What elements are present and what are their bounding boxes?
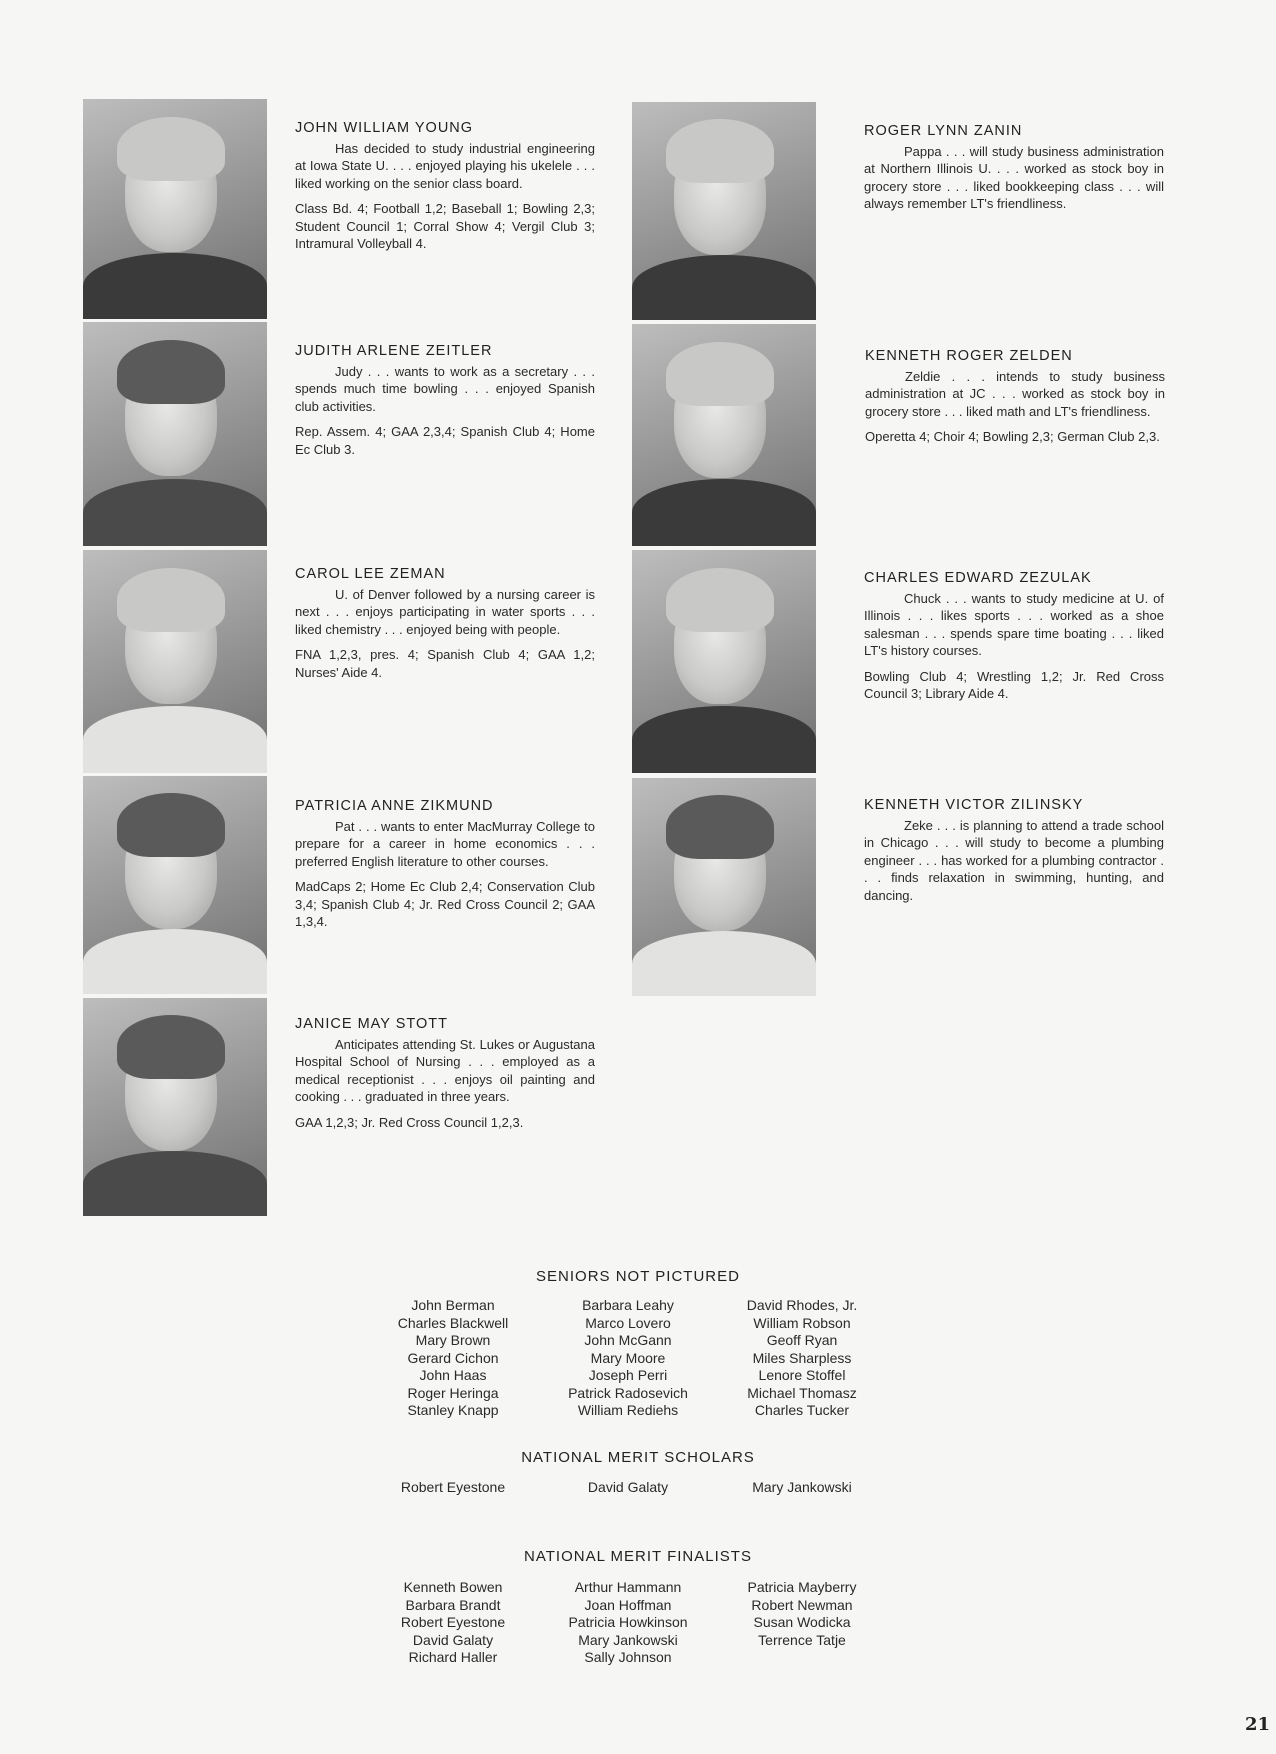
student-name: JANICE MAY STOTT — [295, 1016, 448, 1032]
list-item: Charles Tucker — [754, 1402, 850, 1418]
list-item: Robert Newman — [751, 1596, 853, 1613]
list-item: Geoff Ryan — [766, 1332, 838, 1348]
list-item: Barbara Leahy — [582, 1297, 674, 1313]
name-column — [707, 1297, 897, 1420]
student-description: U. of Denver followed by a nursing career is next . . . enjoys participating in water sports . . . liked chemistry . . . enjoyed being with people. — [295, 586, 595, 637]
portrait-photo — [83, 998, 267, 1216]
student-name: CHARLES EDWARD ZEZULAK — [864, 570, 1092, 586]
list-item: John Haas — [419, 1367, 487, 1383]
student-name: CAROL LEE ZEMAN — [295, 566, 446, 582]
portrait-photo — [83, 776, 267, 994]
student-description: Zeldie . . . intends to study business administration at JC . . . worked as stock boy in grocery store . . . liked math and LT's friendliness. — [865, 368, 1165, 419]
name-column — [358, 1579, 548, 1667]
student-name: JUDITH ARLENE ZEITLER — [295, 343, 493, 359]
student-entry — [865, 348, 1165, 446]
student-activities: Operetta 4; Choir 4; Bowling 2,3; German Club 2,3. — [865, 429, 1160, 444]
student-description: Has decided to study industrial engineering at Iowa State U. . . . enjoyed playing his ukelele . . . liked working on the senior class board. — [295, 140, 595, 191]
list-item: William Robson — [753, 1314, 851, 1331]
list-item: Roger Heringa — [407, 1384, 499, 1401]
page-number: 21 — [1244, 1714, 1270, 1735]
name-column — [707, 1479, 897, 1497]
list-item: Barbara Brandt — [405, 1596, 501, 1613]
student-activities: Class Bd. 4; Football 1,2; Baseball 1; Bowling 2,3; Student Council 1; Corral Show 4; Vergil Club 3; Intramural Volleyball 4. — [295, 201, 595, 251]
student-description: Chuck . . . wants to study medicine at U. of Illinois . . . likes sports . . . worked as a shoe salesman . . . spends spare time boating . . . liked LT's history courses. — [864, 590, 1164, 658]
portrait-photo — [632, 102, 816, 320]
student-description: Pappa . . . will study business administration at Northern Illinois U. . . . worked as stock boy in grocery store . . . liked bookkeeping class . . . will always remember LT's friendliness. — [864, 143, 1164, 211]
portrait-photo — [632, 550, 816, 773]
student-entry — [295, 343, 595, 458]
student-name: KENNETH VICTOR ZILINSKY — [864, 797, 1084, 813]
list-item: Arthur Hammann — [574, 1579, 682, 1595]
list-item: Charles Blackwell — [397, 1314, 509, 1331]
student-entry — [295, 798, 595, 931]
student-description: Anticipates attending St. Lukes or Augustana Hospital School of Nursing . . . employed as a medical receptionist . . . enjoys oil painting and cooking . . . graduated in three years. — [295, 1036, 595, 1104]
student-activities: Bowling Club 4; Wrestling 1,2; Jr. Red Cross Council 3; Library Aide 4. — [864, 668, 1164, 701]
list-item: Patricia Mayberry — [747, 1579, 857, 1595]
student-name: JOHN WILLIAM YOUNG — [295, 120, 474, 136]
list-item: Joan Hoffman — [584, 1596, 672, 1613]
portrait-photo — [83, 99, 267, 319]
student-entry — [295, 566, 595, 681]
portrait-photo — [83, 322, 267, 546]
list-item: Marco Lovero — [585, 1314, 671, 1331]
list-item: Kenneth Bowen — [403, 1579, 503, 1595]
name-column — [533, 1479, 723, 1497]
merit-scholars-title: NATIONAL MERIT SCHOLARS — [521, 1449, 755, 1466]
list-item: Richard Haller — [408, 1649, 498, 1665]
student-name: KENNETH ROGER ZELDEN — [865, 348, 1073, 364]
student-name: PATRICIA ANNE ZIKMUND — [295, 798, 494, 814]
student-activities: GAA 1,2,3; Jr. Red Cross Council 1,2,3. — [295, 1114, 524, 1130]
list-item: Joseph Perri — [588, 1367, 668, 1383]
list-item: John Berman — [411, 1297, 495, 1313]
list-item: William Rediehs — [577, 1402, 679, 1418]
seniors-not-pictured-title: SENIORS NOT PICTURED — [536, 1268, 740, 1285]
name-column — [707, 1579, 897, 1649]
list-item: Robert Eyestone — [400, 1614, 506, 1630]
list-item: Miles Sharpless — [752, 1349, 852, 1366]
list-item: Stanley Knapp — [407, 1402, 499, 1418]
student-description: Pat . . . wants to enter MacMurray College to prepare for a career in home economics . . . preferred English literature to other courses. — [295, 818, 595, 869]
student-entry — [864, 123, 1164, 221]
list-item: Mary Moore — [590, 1349, 666, 1366]
portrait-photo — [632, 778, 816, 996]
student-activities: MadCaps 2; Home Ec Club 2,4; Conservation Club 3,4; Spanish Club 4; Jr. Red Cross Council 2; GAA 1,3,4. — [295, 879, 595, 929]
list-item: Susan Wodicka — [753, 1614, 851, 1630]
list-item: Robert Eyestone — [400, 1479, 506, 1495]
student-activities: Rep. Assem. 4; GAA 2,3,4; Spanish Club 4; Home Ec Club 3. — [295, 424, 595, 457]
student-activities: FNA 1,2,3, pres. 4; Spanish Club 4; GAA 1,2; Nurses' Aide 4. — [295, 647, 595, 680]
list-item: Sally Johnson — [584, 1649, 672, 1665]
list-item: David Galaty — [587, 1479, 669, 1495]
name-column — [533, 1297, 723, 1420]
name-column — [533, 1579, 723, 1667]
student-entry — [295, 1016, 595, 1131]
list-item: Patrick Radosevich — [568, 1384, 688, 1401]
list-item: Lenore Stoffel — [758, 1367, 846, 1383]
list-item: Mary Brown — [415, 1332, 491, 1348]
list-item: Mary Jankowski — [578, 1631, 678, 1648]
list-item: David Rhodes, Jr. — [746, 1297, 858, 1313]
list-item: John McGann — [584, 1332, 672, 1348]
student-entry — [864, 797, 1164, 912]
name-column — [358, 1479, 548, 1497]
student-entry — [864, 570, 1164, 703]
portrait-photo — [632, 324, 816, 546]
list-item: Mary Jankowski — [752, 1479, 852, 1495]
merit-finalists-title: NATIONAL MERIT FINALISTS — [524, 1548, 752, 1565]
portrait-photo — [83, 550, 267, 773]
list-item: Gerard Cichon — [407, 1349, 499, 1366]
list-item: David Galaty — [412, 1631, 494, 1648]
list-item: Michael Thomasz — [747, 1384, 857, 1401]
student-description: Zeke . . . is planning to attend a trade school in Chicago . . . will study to become a plumbing engineer . . . has worked for a plumbing contractor . . . finds relaxation in swimming, hunting, and dancing. — [864, 817, 1164, 903]
name-column — [358, 1297, 548, 1420]
student-entry — [295, 120, 595, 253]
student-description: Judy . . . wants to work as a secretary . . . spends much time bowling . . . enjoyed Spanish club activities. — [295, 363, 595, 414]
student-name: ROGER LYNN ZANIN — [864, 123, 1023, 139]
list-item: Patricia Howkinson — [568, 1614, 688, 1630]
list-item: Terrence Tatje — [758, 1631, 846, 1648]
